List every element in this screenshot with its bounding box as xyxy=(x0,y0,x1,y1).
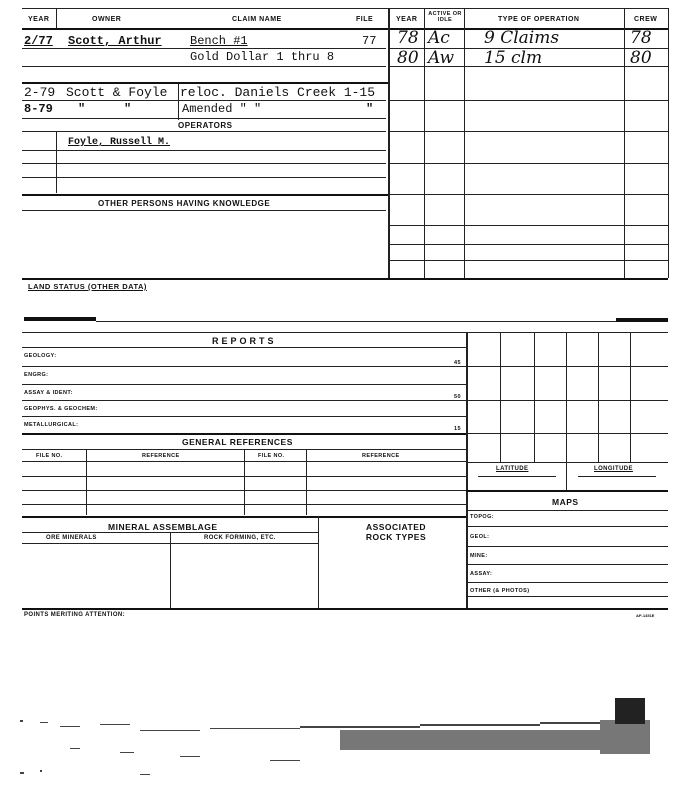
reports-title: REPORTS xyxy=(212,336,277,346)
hand-active-2: Aw xyxy=(428,48,455,68)
header-type-operation: TYPE OF OPERATION xyxy=(498,16,580,23)
rule xyxy=(22,163,386,164)
row3-year: 2-79 xyxy=(24,85,56,100)
header-active-idle: ACTIVE OR IDLE xyxy=(428,11,462,23)
rule xyxy=(22,100,386,101)
rule xyxy=(22,177,386,178)
rule xyxy=(566,332,567,490)
rule xyxy=(96,321,616,322)
row4-year: 8-79 xyxy=(24,102,53,116)
rule xyxy=(22,400,466,401)
rule xyxy=(390,194,668,195)
rule xyxy=(22,433,466,435)
rule xyxy=(318,516,319,608)
rule xyxy=(466,332,468,608)
row4-file: " xyxy=(366,102,374,116)
general-references-title: GENERAL REFERENCES xyxy=(182,437,293,447)
report-metallurgical-num: 15 xyxy=(454,426,461,432)
report-assay: ASSAY & IDENT: xyxy=(24,390,73,396)
rule xyxy=(178,84,179,120)
gr-reference-1: REFERENCE xyxy=(142,453,180,459)
rule xyxy=(22,194,388,196)
rule xyxy=(390,260,668,261)
row3-claim: reloc. Daniels Creek 1-15 xyxy=(180,85,376,100)
gr-file-no-1: FILE NO. xyxy=(36,453,63,459)
rule xyxy=(466,526,668,527)
rule xyxy=(466,433,668,434)
rule xyxy=(22,384,466,385)
rule xyxy=(22,490,466,491)
report-geophys: GEOPHYS. & GEOCHEM: xyxy=(24,406,98,412)
header-crew: CREW xyxy=(634,16,658,23)
row1-owner: Scott, Arthur xyxy=(68,34,162,48)
rule xyxy=(22,131,386,132)
operator-name: Foyle, Russell M. xyxy=(68,137,171,148)
rule xyxy=(22,366,466,367)
rule xyxy=(534,332,535,462)
rule xyxy=(598,332,599,462)
report-geology: GEOLOGY: xyxy=(24,353,57,359)
rule xyxy=(466,462,668,463)
rule xyxy=(22,608,668,610)
header-year: YEAR xyxy=(28,16,50,23)
gr-reference-2: REFERENCE xyxy=(362,453,400,459)
rule xyxy=(22,48,386,49)
rule xyxy=(22,347,466,348)
rule xyxy=(466,596,668,597)
rule xyxy=(466,546,668,547)
row2-claim: Gold Dollar 1 thru 8 xyxy=(190,50,335,64)
hand-op-1: 9 Claims xyxy=(484,28,560,48)
row1-year: 2/77 xyxy=(24,34,53,48)
rule xyxy=(390,163,668,164)
rule xyxy=(466,400,668,401)
rule xyxy=(466,564,668,565)
report-engrg: ENGRG: xyxy=(24,372,49,378)
rule xyxy=(22,150,386,151)
rule xyxy=(170,532,171,608)
rule xyxy=(56,8,57,28)
maps-geol: GEOL: xyxy=(470,534,490,540)
rule xyxy=(390,225,668,226)
rule xyxy=(22,8,668,9)
points-meriting-attention: POINTS MERITING ATTENTION: xyxy=(24,612,126,618)
operators-label: OPERATORS xyxy=(178,121,233,130)
header-file: FILE xyxy=(356,16,374,23)
row3-owner: Scott & Foyle xyxy=(66,85,168,100)
rule xyxy=(22,416,466,417)
rock-forming-label: ROCK FORMING, ETC. xyxy=(204,535,276,541)
report-assay-num: 50 xyxy=(454,394,461,400)
rule xyxy=(22,516,466,518)
associated-rock-types: ASSOCIATED ROCK TYPES xyxy=(365,522,427,542)
maps-title: MAPS xyxy=(552,497,579,507)
rule xyxy=(578,476,656,477)
rule xyxy=(56,131,57,193)
gr-file-no-2: FILE NO. xyxy=(258,453,285,459)
header-year-2: YEAR xyxy=(396,16,418,23)
rule xyxy=(390,244,668,245)
rule xyxy=(22,82,388,84)
hand-op-2: 15 clm xyxy=(484,48,543,68)
rule xyxy=(86,449,87,515)
rule xyxy=(22,476,466,477)
header-owner: OWNER xyxy=(92,16,122,23)
row4-claim: Amended " " xyxy=(182,102,262,116)
rule xyxy=(306,449,307,515)
maps-mine: MINE: xyxy=(470,553,488,559)
hand-crew-2: 80 xyxy=(630,48,652,68)
rule xyxy=(22,28,668,30)
rule xyxy=(466,582,668,583)
rule xyxy=(478,476,556,477)
hand-crew-1: 78 xyxy=(630,28,652,48)
form-number: AP-1451E xyxy=(636,613,655,618)
row4-owner-ditto: " xyxy=(78,102,86,116)
rule xyxy=(22,210,386,211)
report-geology-num: 45 xyxy=(454,360,461,366)
scan-noise xyxy=(0,690,678,800)
rule xyxy=(22,278,668,280)
scan-smudge xyxy=(616,318,668,322)
hand-year-2: 80 xyxy=(397,48,419,68)
rule xyxy=(390,131,668,132)
latitude-label: LATITUDE xyxy=(496,466,529,472)
row1-file: 77 xyxy=(362,34,377,48)
rule xyxy=(22,118,386,119)
rule xyxy=(22,66,386,67)
maps-assay: ASSAY: xyxy=(470,571,493,577)
row4-ditto: " xyxy=(124,102,132,116)
rule xyxy=(390,100,668,101)
rule xyxy=(22,332,668,333)
maps-topog: TOPOG: xyxy=(470,514,494,520)
rule xyxy=(466,490,668,492)
rule xyxy=(500,332,501,462)
other-persons-label: OTHER PERSONS HAVING KNOWLEDGE xyxy=(98,199,271,208)
rule xyxy=(22,504,466,505)
rule xyxy=(466,510,668,511)
hand-active-1: Ac xyxy=(428,28,450,48)
rule xyxy=(244,449,245,515)
maps-other: OTHER (& PHOTOS) xyxy=(470,588,530,594)
rule xyxy=(466,366,668,367)
rule xyxy=(668,8,669,278)
longitude-label: LONGITUDE xyxy=(594,466,633,472)
rule xyxy=(630,332,631,462)
land-status-label: LAND STATUS (OTHER DATA) xyxy=(28,282,147,291)
report-metallurgical: METALLURGICAL: xyxy=(24,422,79,428)
row1-claim: Bench #1 xyxy=(190,34,248,48)
mineral-assemblage-title: MINERAL ASSEMBLAGE xyxy=(108,522,218,532)
hand-year-1: 78 xyxy=(397,28,419,48)
scan-smudge xyxy=(24,317,96,321)
header-claim-name: CLAIM NAME xyxy=(232,16,282,23)
ore-minerals-label: ORE MINERALS xyxy=(46,535,97,541)
